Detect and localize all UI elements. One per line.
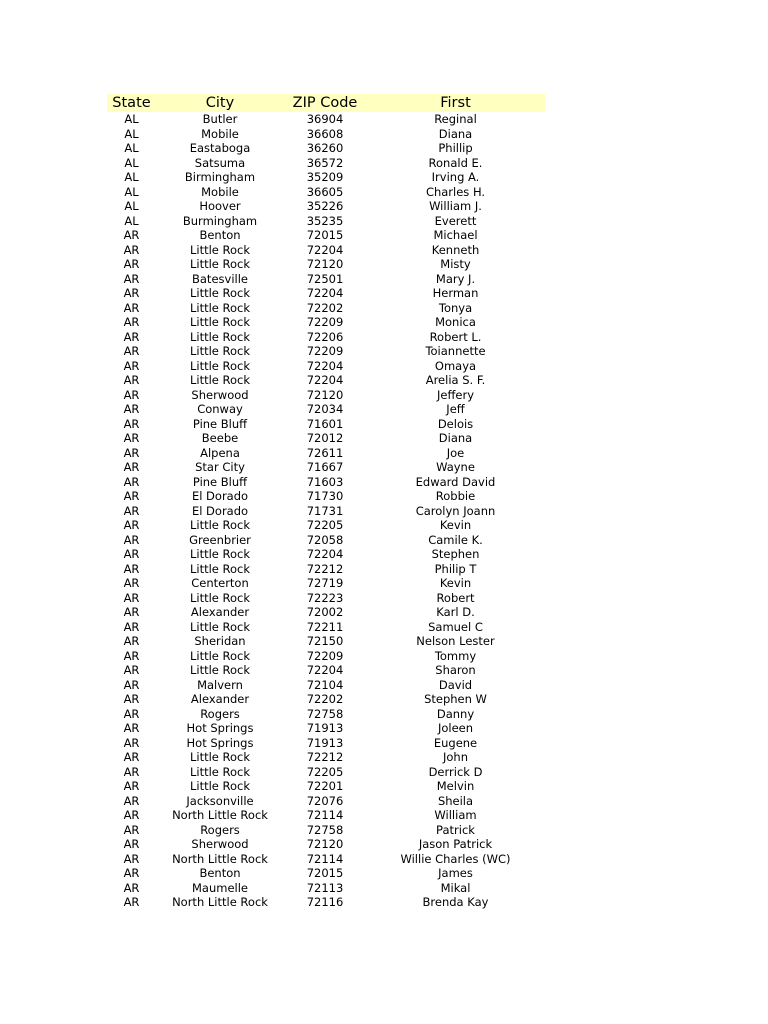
state-cell: AR	[123, 779, 140, 793]
table-row	[107, 605, 545, 620]
zip-code-cell: 35226	[306, 199, 344, 213]
zip-code-cell: 36608	[306, 126, 344, 141]
table-row	[107, 663, 545, 678]
table-row	[107, 533, 545, 548]
first-name-cell: Reginal	[434, 112, 477, 126]
zip-code-cell: 72205	[306, 764, 344, 779]
state-cell: AR	[123, 532, 140, 547]
zip-code-cell: 36904	[306, 112, 344, 126]
table-row	[107, 547, 545, 562]
city-cell: Hot Springs	[186, 735, 254, 750]
first-name-cell: Camile K.	[428, 532, 483, 547]
zip-code-cell: 72113	[306, 880, 344, 895]
state-cell: AR	[123, 866, 140, 880]
table-row	[107, 359, 545, 374]
first-name-cell: Derrick D	[428, 764, 483, 779]
table-row	[107, 315, 545, 330]
city-cell: Little Rock	[189, 329, 251, 344]
state-cell: AR	[123, 692, 140, 706]
table-row	[107, 866, 545, 881]
state-cell: AR	[123, 416, 140, 431]
city-cell: Mobile	[201, 126, 239, 141]
zip-code-cell: 72209	[306, 315, 344, 329]
column-header-state: State	[112, 95, 151, 111]
zip-code-cell: 72212	[306, 750, 344, 764]
zip-code-cell: 72058	[306, 532, 344, 547]
state-cell: AR	[123, 735, 140, 750]
table-row	[107, 185, 545, 200]
first-name-cell: Charles H.	[425, 184, 486, 199]
state-cell: AR	[123, 431, 140, 445]
city-cell: Little Rock	[189, 518, 251, 532]
header-row	[107, 94, 545, 112]
city-cell: Alexander	[190, 605, 250, 619]
city-cell: Butler	[202, 112, 238, 126]
city-cell: Conway	[197, 402, 243, 416]
zip-code-cell: 72116	[306, 895, 344, 909]
city-cell: Little Rock	[189, 663, 251, 677]
table-row	[107, 127, 545, 142]
table-row	[107, 156, 545, 171]
table-row	[107, 344, 545, 359]
first-name-cell: Joe	[446, 445, 465, 460]
zip-code-cell: 72114	[306, 808, 344, 822]
state-cell: AR	[123, 344, 140, 358]
table-row	[107, 475, 545, 490]
zip-code-cell: 71913	[306, 735, 344, 750]
city-cell: North Little Rock	[172, 808, 268, 822]
first-name-cell: Tonya	[438, 300, 473, 315]
state-cell: AR	[123, 489, 140, 503]
state-cell: AR	[123, 387, 140, 402]
zip-code-cell: 71601	[306, 416, 344, 431]
first-name-cell: Stephen W	[424, 692, 487, 706]
table-row	[107, 634, 545, 649]
city-cell: Little Rock	[189, 286, 251, 300]
table-row	[107, 431, 545, 446]
zip-code-cell: 72204	[306, 286, 344, 300]
table-row	[107, 881, 545, 896]
first-name-cell: Karl D.	[436, 605, 475, 619]
city-cell: Little Rock	[189, 344, 251, 358]
table-row	[107, 837, 545, 852]
table-row	[107, 562, 545, 577]
state-cell: AL	[124, 184, 139, 199]
table-row	[107, 736, 545, 751]
city-cell: North Little Rock	[172, 851, 268, 866]
first-name-cell: William J.	[429, 199, 482, 213]
first-name-cell: Brenda Kay	[422, 895, 489, 909]
zip-code-cell: 72758	[306, 706, 344, 721]
city-cell: Rogers	[200, 706, 240, 721]
table-row	[107, 721, 545, 736]
zip-code-cell: 72204	[306, 373, 344, 387]
first-name-cell: Michael	[433, 228, 478, 242]
zip-code-cell: 72223	[306, 590, 344, 605]
city-cell: Little Rock	[189, 358, 251, 373]
first-name-cell: Kevin	[439, 518, 472, 532]
state-cell: AR	[123, 300, 140, 315]
table-row	[107, 518, 545, 533]
table-row	[107, 504, 545, 519]
state-cell: AL	[124, 170, 139, 184]
city-cell: Malvern	[197, 677, 243, 692]
city-cell: Benton	[199, 866, 241, 880]
city-cell: Star City	[195, 460, 245, 474]
first-name-cell: Eugene	[433, 735, 478, 750]
zip-code-cell: 35209	[306, 170, 344, 184]
state-cell: AR	[123, 706, 140, 721]
zip-code-cell: 72120	[306, 257, 344, 271]
table-row	[107, 330, 545, 345]
state-cell: AR	[123, 590, 140, 605]
zip-code-cell: 72015	[306, 228, 344, 242]
city-cell: Little Rock	[189, 779, 251, 793]
zip-code-cell: 36572	[306, 155, 344, 170]
city-cell: Jacksonville	[186, 793, 254, 808]
zip-code-cell: 72206	[306, 329, 344, 344]
city-cell: Little Rock	[189, 315, 251, 329]
city-cell: Little Rock	[189, 764, 251, 779]
city-cell: Little Rock	[189, 590, 251, 605]
state-cell: AR	[123, 648, 140, 663]
zip-code-cell: 72209	[306, 648, 344, 663]
table-row	[107, 895, 545, 910]
first-name-cell: Sheila	[437, 793, 474, 808]
table-row	[107, 808, 545, 823]
zip-code-cell: 71913	[306, 721, 344, 735]
table-row	[107, 678, 545, 693]
column-header-first: First	[440, 95, 471, 111]
city-cell: Batesville	[192, 271, 248, 286]
first-name-cell: Kevin	[439, 576, 472, 590]
zip-code-cell: 72719	[306, 576, 344, 590]
table-row	[107, 170, 545, 185]
table-row	[107, 402, 545, 417]
first-name-cell: Mikal	[440, 880, 471, 895]
state-cell: AL	[124, 126, 139, 141]
first-name-cell: Melvin	[436, 779, 475, 793]
state-cell: AR	[123, 663, 140, 677]
city-cell: El Dorado	[191, 489, 249, 503]
city-cell: El Dorado	[191, 503, 249, 518]
first-name-cell: Sharon	[435, 663, 476, 677]
zip-code-cell: 72758	[306, 822, 344, 837]
first-name-cell: Monica	[435, 315, 476, 329]
state-cell: AR	[123, 837, 140, 851]
first-name-cell: Nelson Lester	[416, 634, 495, 648]
city-cell: Birmingham	[184, 170, 256, 184]
table-row	[107, 591, 545, 606]
first-name-cell: Jason Patrick	[418, 837, 493, 851]
table-row	[107, 779, 545, 794]
first-name-cell: Samuel C	[428, 619, 483, 634]
first-name-cell: Wayne	[436, 460, 475, 474]
table-row	[107, 301, 545, 316]
table-row	[107, 707, 545, 722]
state-cell: AR	[123, 634, 140, 648]
zip-code-cell: 72501	[306, 271, 344, 286]
table-row	[107, 750, 545, 765]
zip-code-cell: 72076	[306, 793, 344, 808]
state-cell: AL	[124, 155, 139, 170]
state-cell: AR	[123, 547, 140, 561]
table-row	[107, 214, 545, 229]
state-cell: AR	[123, 619, 140, 634]
zip-code-cell: 71730	[306, 489, 344, 503]
zip-code-cell: 36260	[306, 141, 344, 155]
table-row	[107, 388, 545, 403]
state-cell: AR	[123, 315, 140, 329]
first-name-cell: Arelia S. F.	[425, 373, 486, 387]
state-cell: AR	[123, 561, 140, 576]
first-name-cell: Robert L.	[429, 329, 482, 344]
column-header-city: City	[205, 95, 235, 111]
first-name-cell: Carolyn Joann	[415, 503, 496, 518]
city-cell: Sherwood	[191, 387, 249, 402]
city-cell: Hot Springs	[186, 721, 254, 735]
first-name-cell: Everett	[434, 213, 477, 228]
zip-code-cell: 72114	[306, 851, 344, 866]
state-cell: AR	[123, 764, 140, 779]
city-cell: Little Rock	[189, 619, 251, 634]
first-name-cell: Robert	[436, 590, 475, 605]
column-header-zip-code: ZIP Code	[292, 95, 358, 111]
city-cell: Beebe	[201, 431, 239, 445]
city-cell: Rogers	[200, 822, 240, 837]
city-cell: Little Rock	[189, 257, 251, 271]
state-cell: AR	[123, 373, 140, 387]
table-row	[107, 823, 545, 838]
city-cell: Maumelle	[191, 880, 248, 895]
zip-code-cell: 71731	[306, 503, 344, 518]
first-name-cell: Jeff	[446, 402, 465, 416]
zip-code-cell: 72150	[306, 634, 344, 648]
state-cell: AL	[124, 199, 139, 213]
zip-code-cell: 72204	[306, 547, 344, 561]
state-cell: AR	[123, 880, 140, 895]
state-cell: AR	[123, 329, 140, 344]
first-name-cell: Misty	[440, 257, 471, 271]
zip-code-cell: 35235	[306, 213, 344, 228]
first-name-cell: Kenneth	[431, 242, 480, 257]
city-cell: Sherwood	[191, 837, 249, 851]
city-cell: Little Rock	[189, 750, 251, 764]
table-row	[107, 257, 545, 272]
city-cell: Alexander	[190, 692, 250, 706]
first-name-cell: Mary J.	[435, 271, 476, 286]
zip-code-cell: 72120	[306, 837, 344, 851]
state-cell: AR	[123, 750, 140, 764]
zip-code-cell: 72002	[306, 605, 344, 619]
city-cell: Little Rock	[189, 648, 251, 663]
city-cell: Eastaboga	[189, 141, 251, 155]
zip-code-cell: 72204	[306, 242, 344, 257]
table-row	[107, 272, 545, 287]
state-cell: AR	[123, 793, 140, 808]
state-cell: AR	[123, 445, 140, 460]
first-name-cell: Philip T	[434, 561, 477, 576]
table-body	[107, 112, 545, 910]
state-cell: AR	[123, 228, 140, 242]
city-cell: Little Rock	[189, 547, 251, 561]
city-cell: Little Rock	[189, 373, 251, 387]
table-row	[107, 199, 545, 214]
zip-code-cell: 72012	[306, 431, 344, 445]
table-row	[107, 852, 545, 867]
zip-code-cell: 72015	[306, 866, 344, 880]
zip-code-cell: 72205	[306, 518, 344, 532]
first-name-cell: James	[438, 866, 473, 880]
city-cell: Pine Bluff	[192, 416, 248, 431]
zip-code-cell: 72104	[306, 677, 344, 692]
state-cell: AR	[123, 474, 140, 489]
zip-code-cell: 72204	[306, 358, 344, 373]
state-cell: AR	[123, 605, 140, 619]
table-row	[107, 649, 545, 664]
first-name-cell: Joleen	[437, 721, 474, 735]
state-cell: AR	[123, 895, 140, 909]
table-row	[107, 286, 545, 301]
city-cell: Little Rock	[189, 300, 251, 315]
zip-code-cell: 71667	[306, 460, 344, 474]
zip-code-cell: 72202	[306, 692, 344, 706]
state-cell: AL	[124, 141, 139, 155]
first-name-cell: John	[442, 750, 468, 764]
first-name-cell: Diana	[438, 431, 473, 445]
city-cell: Mobile	[201, 184, 239, 199]
state-cell: AR	[123, 271, 140, 286]
table-row	[107, 417, 545, 432]
city-cell: Pine Bluff	[192, 474, 248, 489]
first-name-cell: William	[434, 808, 477, 822]
state-cell: AL	[124, 112, 139, 126]
table-row	[107, 692, 545, 707]
table-row	[107, 794, 545, 809]
first-name-cell: Irving A.	[431, 170, 480, 184]
city-cell: Benton	[199, 228, 241, 242]
zip-code-cell: 72034	[306, 402, 344, 416]
zip-code-cell: 72120	[306, 387, 344, 402]
state-cell: AR	[123, 677, 140, 692]
state-cell: AR	[123, 257, 140, 271]
table-row	[107, 446, 545, 461]
table-row	[107, 141, 545, 156]
first-name-cell: Stephen	[431, 547, 480, 561]
table-header	[107, 94, 545, 112]
state-cell: AR	[123, 518, 140, 532]
zip-code-cell: 36605	[306, 184, 344, 199]
first-name-cell: Willie Charles (WC)	[400, 851, 511, 866]
first-name-cell: Jeffery	[437, 387, 474, 402]
city-cell: North Little Rock	[172, 895, 268, 909]
first-name-cell: Delois	[437, 416, 474, 431]
zip-code-cell: 71603	[306, 474, 344, 489]
first-name-cell: Tommy	[434, 648, 477, 663]
city-cell: Hoover	[199, 199, 241, 213]
first-name-cell: Diana	[438, 126, 473, 141]
first-name-cell: Omaya	[434, 358, 477, 373]
first-name-cell: Robbie	[435, 489, 476, 503]
first-name-cell: Herman	[432, 286, 479, 300]
first-name-cell: Patrick	[436, 822, 475, 837]
state-cell: AR	[123, 460, 140, 474]
zip-code-cell: 72211	[306, 619, 344, 634]
state-cell: AR	[123, 576, 140, 590]
city-cell: Satsuma	[194, 155, 246, 170]
city-cell: Sheridan	[194, 634, 246, 648]
state-cell: AR	[123, 808, 140, 822]
first-name-cell: Danny	[436, 706, 475, 721]
state-cell: AR	[123, 242, 140, 257]
table-row	[107, 373, 545, 388]
table-row	[107, 489, 545, 504]
city-cell: Little Rock	[189, 561, 251, 576]
first-name-cell: Toiannette	[425, 344, 486, 358]
first-name-cell: David	[438, 677, 473, 692]
zip-code-cell: 72202	[306, 300, 344, 315]
first-name-cell: Edward David	[415, 474, 496, 489]
state-cell: AR	[123, 721, 140, 735]
state-cell: AR	[123, 402, 140, 416]
first-name-cell: Ronald E.	[428, 155, 483, 170]
zip-code-cell: 72204	[306, 663, 344, 677]
table-row	[107, 765, 545, 780]
first-name-cell: Phillip	[438, 141, 473, 155]
state-cell: AR	[123, 503, 140, 518]
table-row	[107, 228, 545, 243]
zip-code-cell: 72611	[306, 445, 344, 460]
state-cell: AL	[124, 213, 139, 228]
city-cell: Greenbrier	[189, 532, 251, 547]
city-cell: Centerton	[191, 576, 249, 590]
contact-table	[107, 94, 545, 910]
table-row	[107, 112, 545, 127]
city-cell: Alpena	[200, 445, 240, 460]
state-cell: AR	[123, 851, 140, 866]
state-cell: AR	[123, 822, 140, 837]
city-cell: Little Rock	[189, 242, 251, 257]
city-cell: Burmingham	[182, 213, 258, 228]
zip-code-cell: 72201	[306, 779, 344, 793]
table-row	[107, 243, 545, 258]
table-row	[107, 620, 545, 635]
state-cell: AR	[123, 358, 140, 373]
zip-code-cell: 72212	[306, 561, 344, 576]
table-row	[107, 460, 545, 475]
table-row	[107, 576, 545, 591]
zip-code-cell: 72209	[306, 344, 344, 358]
state-cell: AR	[123, 286, 140, 300]
